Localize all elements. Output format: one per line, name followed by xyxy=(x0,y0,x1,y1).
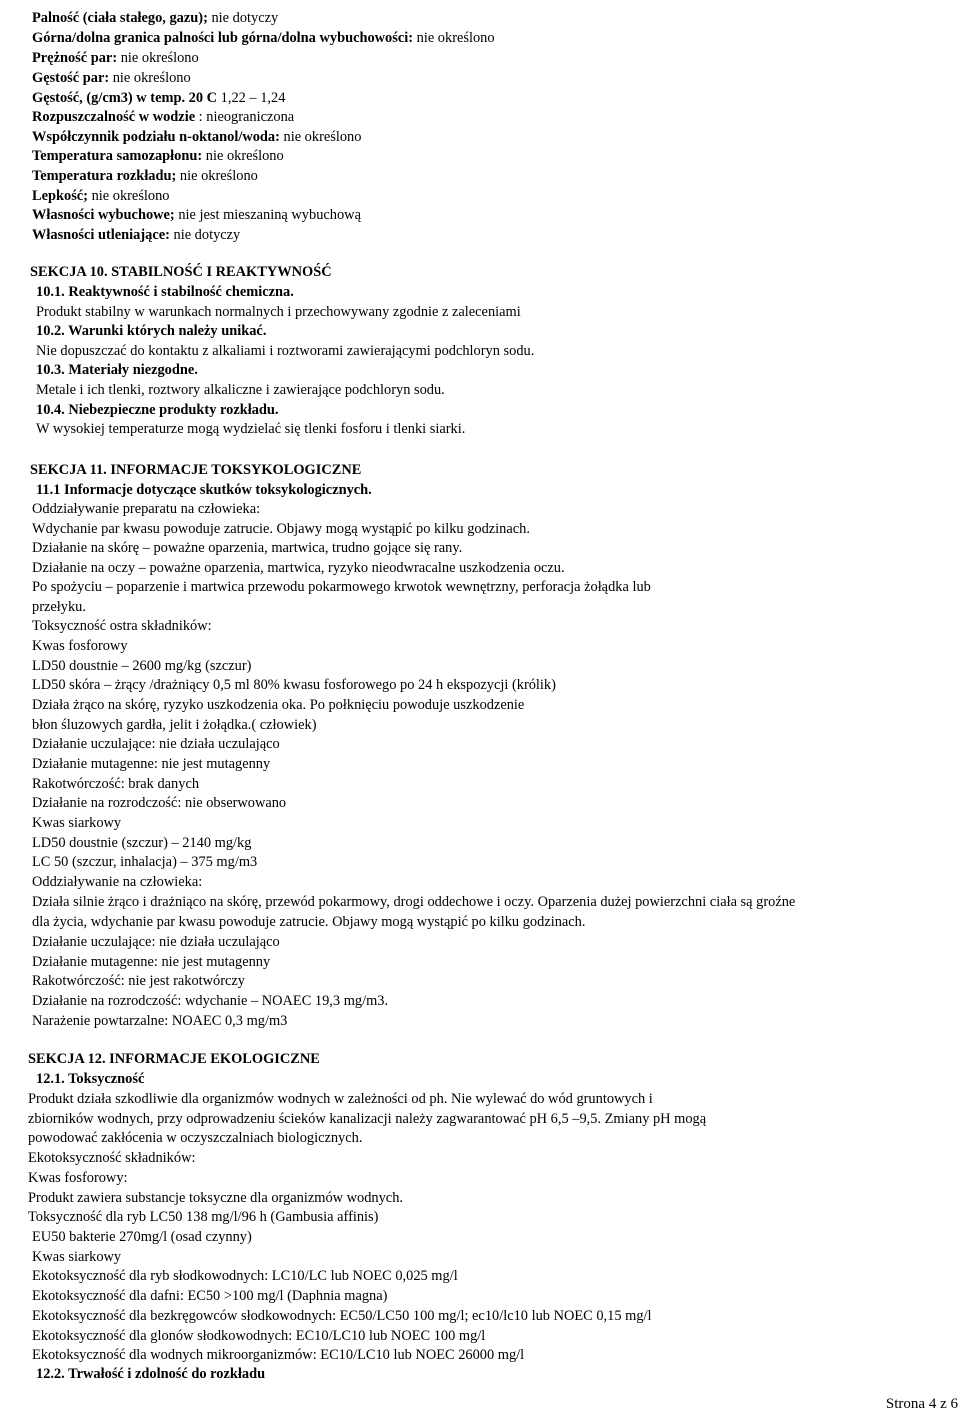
text-segment: nie określono xyxy=(202,148,284,164)
text-segment: Kwas fosforowy xyxy=(32,638,128,654)
text-line xyxy=(32,656,251,676)
bold-text-segment: Rozpuszczalność w wodzie xyxy=(32,109,196,125)
text-segment: Ekotoksyczność składników: xyxy=(28,1150,196,1166)
text-segment: przełyku. xyxy=(32,599,86,615)
text-line xyxy=(36,341,534,361)
text-line xyxy=(32,912,585,932)
text-line xyxy=(32,519,530,539)
bold-text-segment: 10.3. Materiały niezgodne. xyxy=(36,362,198,378)
text-segment: Po spożyciu – poparzenie i martwica przewodu pokarmowego krwotok wewnętrzny, perforacja żołądka lub xyxy=(32,579,651,595)
bold-text-segment: Prężność par: xyxy=(32,50,118,66)
text-segment: : nieograniczona xyxy=(195,109,295,125)
text-segment: Produkt stabilny w warunkach normalnych i przechowywany zgodnie z zaleceniami xyxy=(36,304,521,320)
text-segment: nie określono xyxy=(109,70,191,86)
text-segment: nie określono xyxy=(279,129,362,145)
text-segment: Oddziaływanie preparatu na człowieka: xyxy=(32,501,261,517)
text-line xyxy=(28,1168,128,1188)
bold-text-segment: Temperatura rozkładu; xyxy=(32,168,177,184)
text-line xyxy=(32,68,191,88)
text-line xyxy=(28,1049,320,1069)
text-line xyxy=(32,852,257,872)
text-segment: nie dotyczy xyxy=(169,227,241,243)
text-segment: Działanie mutagenne: nie jest mutagenny xyxy=(32,756,271,772)
text-line xyxy=(32,715,317,735)
text-segment: błon śluzowych gardła, jelit i żołądka.( człowiek) xyxy=(32,717,317,733)
text-line xyxy=(36,419,465,439)
text-line xyxy=(32,538,462,558)
text-line xyxy=(32,28,495,48)
text-segment: Działanie na skórę – poważne oparzenia, martwica, trudno gojące się rany. xyxy=(32,540,463,556)
text-line xyxy=(32,616,212,636)
bold-text-segment: Palność (ciała stałego, gazu); xyxy=(32,10,208,26)
bold-text-segment: Gęstość, (g/cm3) w temp. 20 C xyxy=(32,90,218,106)
text-line xyxy=(30,460,361,480)
bold-text-segment: SEKCJA 10. STABILNOŚĆ I REAKTYWNOŚĆ xyxy=(30,264,332,280)
text-segment: Metale i ich tlenki, roztwory alkaliczne i zawierające podchloryn sodu. xyxy=(36,382,445,398)
text-line xyxy=(28,1109,706,1129)
text-line xyxy=(32,754,270,774)
text-line xyxy=(32,127,361,147)
text-line xyxy=(36,400,279,420)
text-line xyxy=(32,952,270,972)
text-segment: zbiorników wodnych, przy odprowadzeniu ścieków kanalizacji należy zagwarantować pH 6,5 –9,5. Zmiany pH mogą xyxy=(28,1111,707,1127)
text-line xyxy=(32,872,202,892)
text-segment: Ekotoksyczność dla wodnych mikroorganizmów: EC10/LC10 lub NOEC 26000 mg/l xyxy=(32,1347,525,1363)
text-segment: Ekotoksyczność dla bezkręgowców słodkowodnych: EC50/LC50 100 mg/l; ec10/lc10 lub NOEC 0,15 mg/l xyxy=(32,1308,652,1324)
text-line xyxy=(32,1266,458,1286)
bold-text-segment: Własności utleniające: xyxy=(32,227,170,243)
text-segment: nie określono xyxy=(87,188,170,204)
text-segment: Kwas siarkowy xyxy=(32,1249,122,1265)
text-segment: dla życia, wdychanie par kwasu powoduje zatrucie. Objawy mogą wystąpić po kilku godzinach. xyxy=(32,914,586,930)
text-segment: Ekotoksyczność dla dafni: EC50 >100 mg/l (Daphnia magna) xyxy=(32,1288,388,1304)
text-line xyxy=(32,1286,387,1306)
bold-text-segment: Temperatura samozapłonu: xyxy=(32,148,203,164)
text-segment: 1,22 – 1,24 xyxy=(217,90,286,106)
text-line xyxy=(32,597,86,617)
text-line xyxy=(32,48,199,68)
text-segment: LD50 doustnie – 2600 mg/kg (szczur) xyxy=(32,658,252,674)
text-line xyxy=(36,282,294,302)
text-segment: Toksyczność dla ryb LC50 138 mg/l/96 h (Gambusia affinis) xyxy=(28,1209,379,1225)
text-line xyxy=(36,302,521,322)
text-line xyxy=(32,558,565,578)
text-line xyxy=(32,1011,287,1031)
text-line xyxy=(32,695,524,715)
text-line xyxy=(28,1188,403,1208)
text-line xyxy=(32,8,278,28)
text-line xyxy=(28,1148,195,1168)
bold-text-segment: SEKCJA 11. INFORMACJE TOKSYKOLOGICZNE xyxy=(30,462,362,478)
text-line xyxy=(32,1326,485,1346)
text-segment: nie dotyczy xyxy=(207,10,279,26)
text-segment: EU50 bakterie 270mg/l (osad czynny) xyxy=(32,1229,252,1245)
text-line xyxy=(36,480,372,500)
text-segment: Oddziaływanie na człowieka: xyxy=(32,874,203,890)
bold-text-segment: Współczynnik podziału n-oktanol/woda: xyxy=(32,129,280,145)
text-segment: Toksyczność ostra składników: xyxy=(32,618,212,634)
text-line xyxy=(32,793,286,813)
bold-text-segment: 10.1. Reaktywność i stabilność chemiczna. xyxy=(36,284,294,300)
text-line xyxy=(32,1247,121,1267)
text-line xyxy=(32,932,280,952)
bold-text-segment: Górna/dolna granica palności lub górna/dolna wybuchowości: xyxy=(32,30,414,46)
text-segment: Kwas siarkowy xyxy=(32,815,122,831)
text-segment: LD50 doustnie (szczur) – 2140 mg/kg xyxy=(32,835,252,851)
text-line xyxy=(32,225,240,245)
bold-text-segment: 11.1 Informacje dotyczące skutków toksykologicznych. xyxy=(36,482,372,498)
text-line xyxy=(32,675,556,695)
text-line xyxy=(32,1306,652,1326)
text-line xyxy=(32,1345,524,1365)
text-line xyxy=(28,1089,653,1109)
text-line xyxy=(32,892,795,912)
text-segment: Kwas fosforowy: xyxy=(28,1170,128,1186)
text-segment: Rakotwórczość: nie jest rakotwórczy xyxy=(32,973,245,989)
text-line xyxy=(32,205,361,225)
bold-text-segment: Własności wybuchowe; xyxy=(32,207,175,223)
text-segment: Ekotoksyczność dla glonów słodkowodnych: EC10/LC10 lub NOEC 100 mg/l xyxy=(32,1328,486,1344)
text-line xyxy=(32,166,258,186)
text-line xyxy=(28,1128,362,1148)
text-line xyxy=(28,1207,378,1227)
text-segment: LC 50 (szczur, inhalacja) – 375 mg/m3 xyxy=(32,854,258,870)
text-segment: LD50 skóra – żrący /drażniący 0,5 ml 80% kwasu fosforowego po 24 h ekspozycji (królik) xyxy=(32,677,556,693)
bold-text-segment: SEKCJA 12. INFORMACJE EKOLOGICZNE xyxy=(28,1051,320,1067)
bold-text-segment: Lepkość; xyxy=(32,188,88,204)
text-segment: Nie dopuszczać do kontaktu z alkaliami i roztworami zawierającymi podchloryn sodu. xyxy=(36,343,535,359)
text-segment: powodować zakłócenia w oczyszczalniach biologicznych. xyxy=(28,1130,363,1146)
text-segment: Działanie na rozrodczość: nie obserwowano xyxy=(32,795,287,811)
text-line xyxy=(36,1364,265,1384)
page-number: Strona 4 z 6 xyxy=(885,1396,958,1412)
text-line xyxy=(32,636,128,656)
bold-text-segment: Gęstość par: xyxy=(32,70,110,86)
text-line xyxy=(36,1069,144,1089)
text-segment: Produkt zawiera substancje toksyczne dla organizmów wodnych. xyxy=(28,1190,403,1206)
text-line xyxy=(32,186,170,206)
text-segment: Działanie na oczy – poważne oparzenia, martwica, ryzyko nieodwracalne uszkodzenia oczu. xyxy=(32,560,565,576)
text-segment: Narażenie powtarzalne: NOAEC 0,3 mg/m3 xyxy=(32,1013,288,1029)
text-segment: nie jest mieszaniną wybuchową xyxy=(174,207,361,223)
bold-text-segment: 12.1. Toksyczność xyxy=(36,1071,145,1087)
text-line xyxy=(32,499,260,519)
text-line xyxy=(32,1227,252,1247)
text-line xyxy=(36,380,445,400)
text-segment: Produkt działa szkodliwie dla organizmów wodnych w zależności od ph. Nie wylewać do wód gruntowych i xyxy=(28,1091,653,1107)
text-line xyxy=(36,321,266,341)
text-segment: nie określono xyxy=(413,30,495,46)
text-segment: Rakotwórczość: brak danych xyxy=(32,776,200,792)
text-segment: Działanie uczulające: nie działa uczulająco xyxy=(32,736,280,752)
bold-text-segment: 12.2. Trwałość i zdolność do rozkładu xyxy=(36,1366,266,1382)
text-line xyxy=(32,88,285,108)
text-line xyxy=(32,971,245,991)
text-segment: Działanie na rozrodczość: wdychanie – NOAEC 19,3 mg/m3. xyxy=(32,993,389,1009)
text-line xyxy=(32,146,284,166)
text-line xyxy=(32,107,294,127)
text-line xyxy=(32,774,199,794)
bold-text-segment: 10.4. Niebezpieczne produkty rozkładu. xyxy=(36,402,279,418)
text-segment: nie określono xyxy=(117,50,199,66)
text-segment: Działanie uczulające: nie działa uczulająco xyxy=(32,934,280,950)
text-line xyxy=(30,262,332,282)
bold-text-segment: 10.2. Warunki których należy unikać. xyxy=(36,323,267,339)
text-segment: Działa silnie żrąco i drażniąco na skórę, przewód pokarmowy, drogi oddechowe i oczy. Oparzenia dużej powierzchni ciała są groźne xyxy=(32,894,796,910)
text-line xyxy=(32,577,651,597)
text-segment: nie określono xyxy=(176,168,258,184)
text-segment: Ekotoksyczność dla ryb słodkowodnych: LC10/LC lub NOEC 0,025 mg/l xyxy=(32,1268,458,1284)
text-segment: Działa żrąco na skórę, ryzyko uszkodzenia oka. Po połknięciu powoduje uszkodzenie xyxy=(32,697,525,713)
text-line xyxy=(32,991,388,1011)
text-segment: Wdychanie par kwasu powoduje zatrucie. Objawy mogą wystąpić po kilku godzinach. xyxy=(32,521,530,537)
text-line xyxy=(32,813,121,833)
text-segment: Działanie mutagenne: nie jest mutagenny xyxy=(32,954,271,970)
text-segment: W wysokiej temperaturze mogą wydzielać się tlenki fosforu i tlenki siarki. xyxy=(36,421,466,437)
text-line xyxy=(32,734,280,754)
text-line xyxy=(36,360,198,380)
text-line xyxy=(32,833,251,853)
